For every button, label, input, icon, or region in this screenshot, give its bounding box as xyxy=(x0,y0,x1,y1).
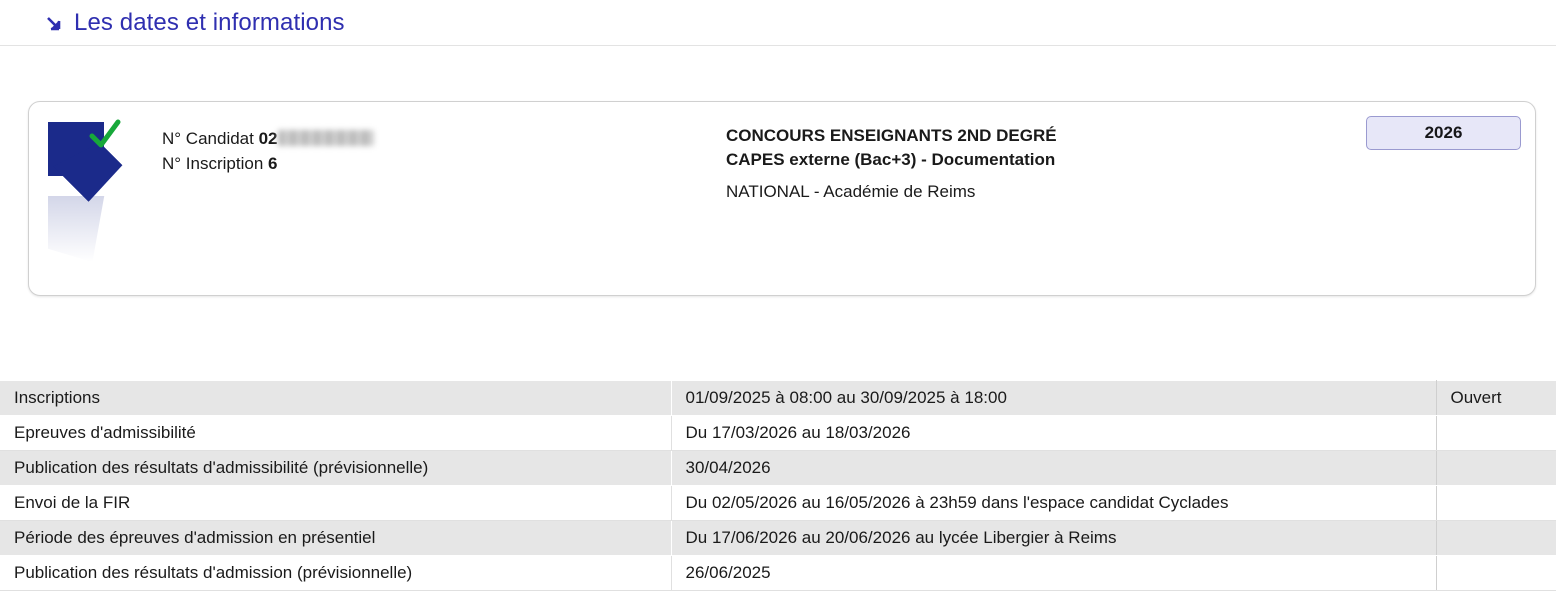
page-header xyxy=(0,0,1556,46)
candidate-number-line xyxy=(162,126,374,151)
inscription-number-label: N° Inscription xyxy=(162,154,264,173)
table-row xyxy=(0,521,1556,556)
exam-subtitle: CAPES externe (Bac+3) - Documentation xyxy=(726,150,1056,169)
dates-table-body xyxy=(0,381,1556,591)
table-row xyxy=(0,556,1556,591)
inscription-number-value: 6 xyxy=(268,154,278,173)
candidate-card xyxy=(28,101,1536,296)
row-status xyxy=(1436,521,1556,556)
cyclades-pen-logo xyxy=(48,122,126,282)
exam-details xyxy=(726,124,1057,204)
table-row xyxy=(0,451,1556,486)
green-check-icon xyxy=(88,119,122,153)
inscription-number-line xyxy=(162,151,374,176)
row-value: 26/06/2025 xyxy=(671,556,1436,591)
candidate-number-value: 02 xyxy=(258,129,278,148)
row-value: 01/09/2025 à 08:00 au 30/09/2025 à 18:00 xyxy=(671,381,1436,416)
row-value: Du 02/05/2026 au 16/05/2026 à 23h59 dans l'espace candidat Cyclades xyxy=(671,486,1436,521)
dates-table xyxy=(0,380,1556,591)
row-status xyxy=(1436,416,1556,451)
table-row xyxy=(0,416,1556,451)
table-row xyxy=(0,486,1556,521)
row-value: Du 17/06/2026 au 20/06/2026 au lycée Libergier à Reims xyxy=(671,521,1436,556)
candidate-number-label: N° Candidat xyxy=(162,129,254,148)
row-label: Publication des résultats d'admissibilité (prévisionnelle) xyxy=(0,451,671,486)
table-row xyxy=(0,381,1556,416)
row-label: Période des épreuves d'admission en présentiel xyxy=(0,521,671,556)
logo-reflection xyxy=(48,196,122,262)
row-value: 30/04/2026 xyxy=(671,451,1436,486)
candidate-card-container xyxy=(0,46,1556,296)
row-value: Du 17/03/2026 au 18/03/2026 xyxy=(671,416,1436,451)
candidate-number-masked xyxy=(278,130,374,146)
row-status: Ouvert xyxy=(1436,381,1556,416)
row-label: Envoi de la FIR xyxy=(0,486,671,521)
dates-table-container xyxy=(0,380,1556,591)
candidate-identifiers xyxy=(162,126,374,176)
exam-location: NATIONAL - Académie de Reims xyxy=(726,182,976,201)
row-status xyxy=(1436,556,1556,591)
page-title: Les dates et informations xyxy=(74,8,345,36)
year-badge: 2026 xyxy=(1366,116,1521,150)
row-label: Inscriptions xyxy=(0,381,671,416)
row-label: Epreuves d'admissibilité xyxy=(0,416,671,451)
exam-title: CONCOURS ENSEIGNANTS 2ND DEGRÉ xyxy=(726,126,1057,145)
row-label: Publication des résultats d'admission (prévisionnelle) xyxy=(0,556,671,591)
row-status xyxy=(1436,486,1556,521)
row-status xyxy=(1436,451,1556,486)
arrow-down-right-icon xyxy=(44,13,66,35)
